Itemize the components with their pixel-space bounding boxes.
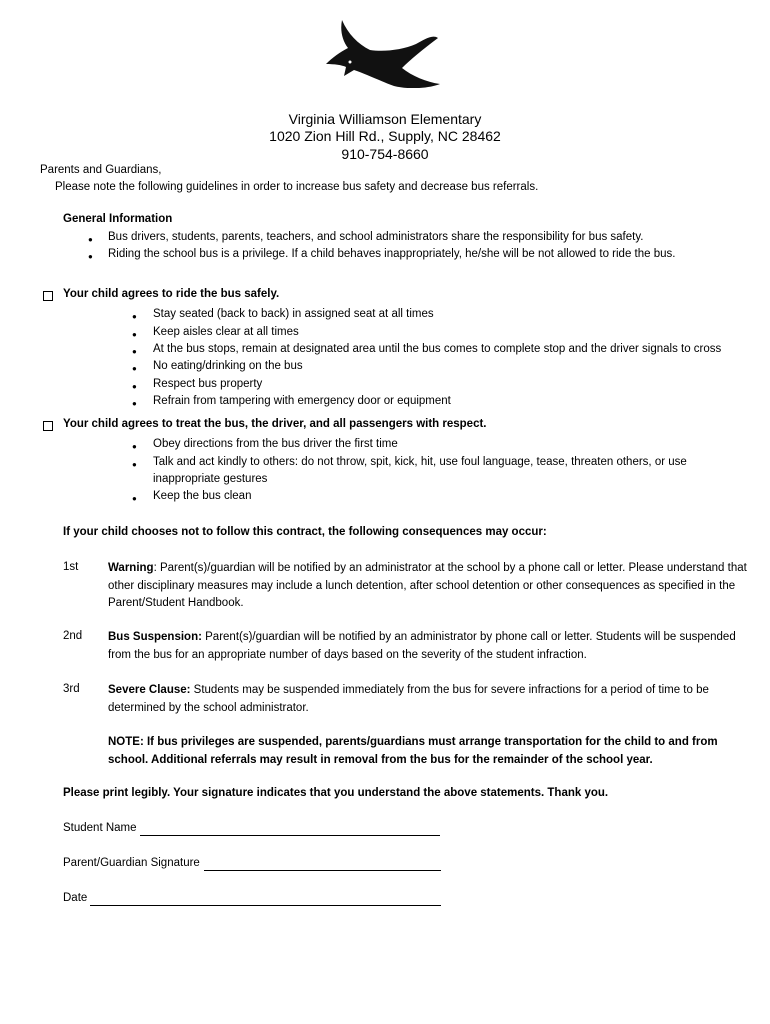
school-name: Virginia Williamson Elementary — [288, 111, 482, 127]
bullet-icon: ● — [132, 460, 137, 469]
guardian-signature-field[interactable] — [204, 870, 441, 871]
date-label: Date — [63, 892, 88, 904]
intro-text: Please note the following guidelines in order to increase bus safety and decrease bus referrals. — [55, 181, 539, 193]
consequences-title: If your child chooses not to follow this contract, the following consequences may occur: — [63, 526, 547, 538]
agree-safe-title: Your child agrees to ride the bus safely. — [63, 288, 280, 300]
agree-safe-checkbox[interactable] — [43, 291, 53, 301]
consequence-number: 3rd — [63, 683, 80, 695]
guardian-signature-label: Parent/Guardian Signature — [63, 857, 200, 869]
note-text: NOTE: If bus privileges are suspended, parents/guardians must arrange transportation for the child to and from school. Additional referrals may result in removal from the bus for the remainder of the school year. — [108, 736, 718, 766]
consequence-text: : Parent(s)/guardian will be notified by an administrator at the school by a phone call or letter. Please understand that other disciplinary measures may include a lunch detention, after school detention or other consequences as specified in the Parent/Student Handbook. — [108, 562, 747, 609]
consequence-severe — [108, 682, 728, 717]
date-field[interactable] — [90, 905, 441, 906]
consequence-number: 2nd — [63, 630, 83, 642]
bullet-icon: ● — [88, 252, 93, 261]
agree-respect-title: Your child agrees to treat the bus, the driver, and all passengers with respect. — [63, 418, 487, 430]
rule-item-continued: inappropriate gestures — [153, 473, 268, 485]
rule-item: Talk and act kindly to others: do not throw, spit, kick, hit, use foul language, tease, threaten others, or use — [153, 456, 687, 468]
general-info-title: General Information — [63, 213, 173, 225]
salutation: Parents and Guardians, — [40, 164, 162, 176]
rule-item: At the bus stops, remain at designated area until the bus comes to complete stop and the driver signals to cross — [153, 343, 722, 355]
consequence-text: Students may be suspended immediately from the bus for severe infractions for a period of time to be determined by the school administrator. — [108, 684, 709, 714]
consequence-label: Severe Clause: — [108, 684, 191, 696]
bullet-icon: ● — [132, 330, 137, 339]
bullet-icon: ● — [132, 382, 137, 391]
bullet-icon: ● — [132, 442, 137, 451]
rule-item: Keep the bus clean — [153, 490, 252, 502]
bullet-icon: ● — [132, 347, 137, 356]
bullet-icon: ● — [88, 235, 93, 244]
consequence-label: Bus Suspension: — [108, 631, 202, 643]
general-item: Riding the school bus is a privilege. If a child behaves inappropriately, he/she will be not allowed to ride the bus. — [108, 248, 676, 260]
rule-item: Refrain from tampering with emergency door or equipment — [153, 395, 451, 407]
student-name-label: Student Name — [63, 822, 137, 834]
consequence-label: Warning — [108, 562, 154, 574]
agree-respect-checkbox[interactable] — [43, 421, 53, 431]
school-address: 1020 Zion Hill Rd., Supply, NC 28462 — [269, 128, 501, 144]
print-notice: Please print legibly. Your signature indicates that you understand the above statements. Thank you. — [63, 787, 609, 799]
consequence-suspension — [108, 629, 753, 664]
bullet-icon: ● — [132, 312, 137, 321]
bullet-icon: ● — [132, 364, 137, 373]
rule-item: Stay seated (back to back) in assigned seat at all times — [153, 308, 434, 320]
consequence-text: Parent(s)/guardian will be notified by an administrator by phone call or letter. Students will be suspended from the bus for an appropriate number of days based on the severity of the student infraction. — [108, 631, 736, 661]
general-item: Bus drivers, students, parents, teachers, and school administrators share the responsibility for bus safety. — [108, 231, 644, 243]
consequence-number: 1st — [63, 561, 79, 573]
bullet-icon: ● — [132, 399, 137, 408]
rule-item: Keep aisles clear at all times — [153, 326, 299, 338]
rule-item: Obey directions from the bus driver the first time — [153, 438, 398, 450]
student-name-field[interactable] — [140, 835, 440, 836]
bullet-icon: ● — [132, 494, 137, 503]
rule-item: No eating/drinking on the bus — [153, 360, 303, 372]
manta-ray-icon — [322, 18, 444, 88]
consequence-warning — [108, 560, 753, 613]
rule-item: Respect bus property — [153, 378, 263, 390]
school-phone: 910-754-8660 — [341, 146, 429, 162]
